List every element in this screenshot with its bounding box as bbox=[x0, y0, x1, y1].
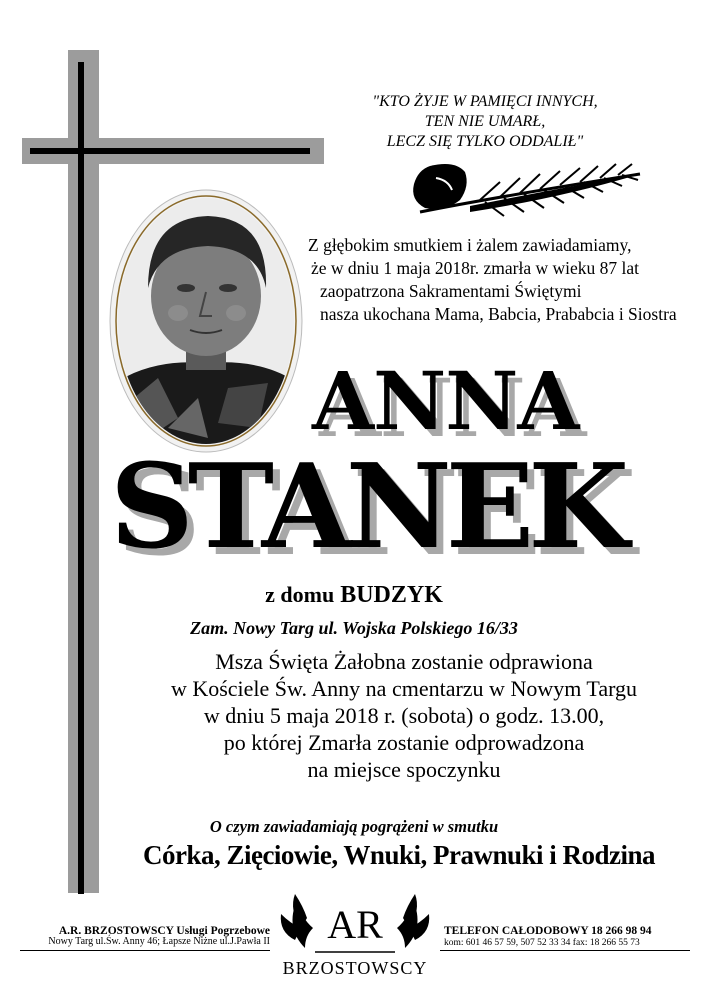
phone-label: TELEFON CAŁODOBOWY 18 266 98 94 bbox=[444, 925, 652, 937]
mass-line: na miejsce spoczynku bbox=[307, 757, 501, 782]
maiden-name: BUDZYK bbox=[340, 582, 443, 608]
residence-address: Zam. Nowy Targ ul. Wojska Polskiego 16/33 bbox=[190, 618, 518, 638]
logo-letters: AR bbox=[327, 902, 383, 947]
intro-line: nasza ukochana Mama, Babcia, Prababcia i Siostra bbox=[320, 304, 677, 324]
company-address: Nowy Targ ul.Św. Anny 46; Łapsze Niżne ul.J.Pawła II bbox=[48, 936, 270, 947]
footer-divider-left bbox=[20, 950, 270, 951]
palm-branch-icon bbox=[400, 160, 650, 230]
logo-text: BRZOSTOWSCY bbox=[282, 958, 428, 978]
mass-line: w dniu 5 maja 2018 r. (sobota) o godz. 13.00, bbox=[203, 703, 605, 728]
quote-line: TEN NIE UMARŁ, bbox=[424, 113, 546, 130]
intro-line: że w dniu 1 maja 2018r. zmarła w wieku 87 lat bbox=[311, 258, 640, 278]
funeral-mass-details bbox=[100, 648, 708, 783]
mourners-intro: O czym zawiadamiają pogrążeni w smutku bbox=[209, 817, 499, 836]
maiden-name-line bbox=[0, 582, 708, 609]
cross-vertical-bar bbox=[78, 62, 84, 894]
mourners-names: Córka, Zięciowie, Wnuki, Prawnuki i Rodzina bbox=[142, 840, 656, 870]
intro-line: zaopatrzona Sakramentami Świętymi bbox=[320, 281, 582, 301]
deceased-surname: STANEK bbox=[110, 439, 624, 575]
mass-line: Msza Święta Żałobna zostanie odprawiona bbox=[215, 649, 593, 674]
intro-line: Z głębokim smutkiem i żalem zawiadamiamy, bbox=[308, 235, 632, 255]
deceased-first-name: ANNA bbox=[312, 354, 579, 448]
cross-horizontal-bar bbox=[30, 148, 310, 154]
maiden-prefix: z domu bbox=[265, 582, 335, 607]
portrait-photo bbox=[108, 188, 304, 454]
footer-divider-right bbox=[440, 950, 690, 951]
announcement-intro bbox=[308, 234, 698, 326]
phone-numbers: kom: 601 46 57 59, 507 52 33 34 fax: 18 266 55 73 bbox=[444, 938, 640, 948]
mass-line: w Kościele Św. Anny na cmentarzu w Nowym Targu bbox=[170, 676, 638, 701]
quote-line: "KTO ŻYJE W PAMIĘCI INNYCH, bbox=[372, 93, 598, 110]
mass-line: po której Zmarła zostanie odprowadzona bbox=[223, 730, 585, 755]
funeral-home-logo bbox=[275, 888, 435, 968]
company-name: A.R. BRZOSTOWSCY Usługi Pogrzebowe bbox=[58, 925, 270, 937]
memorial-quote bbox=[315, 92, 655, 152]
quote-line: LECZ SIĘ TYLKO ODDALIŁ" bbox=[386, 133, 584, 150]
